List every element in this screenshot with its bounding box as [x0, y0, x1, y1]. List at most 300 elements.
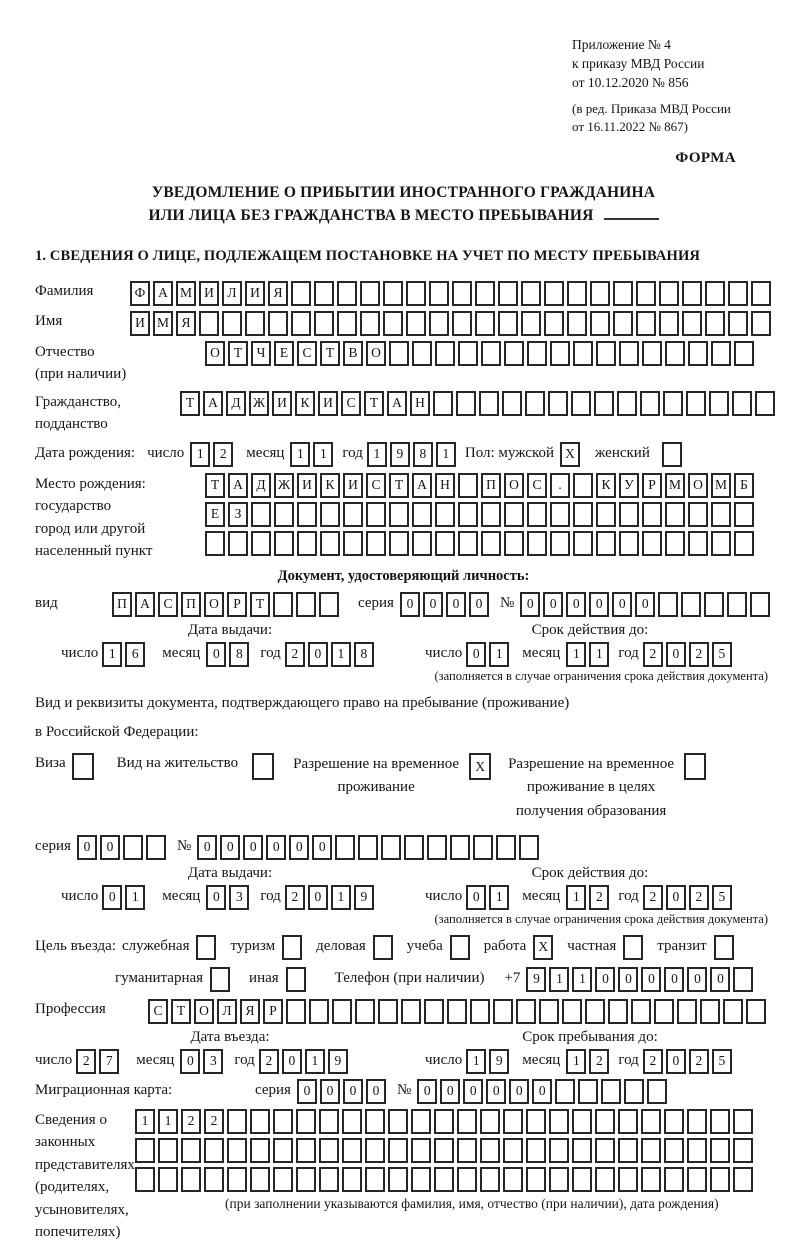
form-cell: [686, 391, 706, 416]
form-cell: [389, 531, 409, 556]
legal-representatives-row: [35, 1109, 772, 1244]
form-cell: [665, 341, 685, 366]
form-cell: [659, 311, 679, 336]
birth-month-cells: [290, 442, 336, 467]
legal-representatives-label-line4: (родителях,: [35, 1179, 110, 1196]
form-cell: 0: [417, 1079, 437, 1104]
form-cell: [623, 935, 643, 960]
form-cell: Ф: [130, 281, 150, 306]
identity-expiry-year-cells: [643, 642, 735, 667]
form-cell: [378, 999, 398, 1024]
order-reference-line: от 10.12.2020 № 856: [572, 74, 689, 90]
form-cell: [406, 281, 426, 306]
section1-heading: 1. СВЕДЕНИЯ О ЛИЦЕ, ПОДЛЕЖАЩЕМ ПОСТАНОВКЕ НА УЧЕТ ПО МЕСТУ ПРЕБЫВАНИЯ: [35, 247, 701, 264]
form-cell: [728, 281, 748, 306]
purpose-option-box: [533, 935, 556, 960]
residence-issue-header: Дата выдачи:: [187, 864, 273, 881]
stay-day-cells: [466, 1049, 512, 1074]
sex-label: Пол: мужской: [464, 445, 555, 462]
form-cell: [319, 1109, 339, 1134]
form-cell: 2: [181, 1109, 201, 1134]
citizenship-row: [35, 391, 772, 436]
form-cell: Т: [180, 391, 200, 416]
form-cell: [688, 341, 708, 366]
identity-issue-day-label: число: [61, 645, 99, 662]
form-cell: [458, 531, 478, 556]
form-cell: 0: [612, 592, 632, 617]
purpose-option-box: [373, 935, 396, 960]
form-cell: [358, 835, 378, 860]
form-cell: [624, 1079, 644, 1104]
form-cell: И: [199, 281, 219, 306]
form-cell: [664, 1109, 684, 1134]
form-cell: [596, 341, 616, 366]
birth-place-label-line3: город или другой: [35, 520, 146, 537]
form-cell: [389, 341, 409, 366]
purpose-option-label: транзит: [657, 938, 707, 955]
form-cell: [704, 592, 724, 617]
form-cell: И: [297, 473, 317, 498]
form-cell: Т: [250, 592, 270, 617]
migration-card-row: [35, 1079, 772, 1104]
form-cell: [319, 1167, 339, 1192]
purpose-option-box: [286, 967, 309, 992]
form-cell: Р: [227, 592, 247, 617]
stay-month-cells: [566, 1049, 612, 1074]
form-cell: [458, 502, 478, 527]
migration-card-number-cells: [417, 1079, 670, 1104]
form-cell: [251, 531, 271, 556]
form-cell: [521, 311, 541, 336]
citizenship-label-line1: Гражданство,: [35, 393, 122, 410]
form-cell: [447, 999, 467, 1024]
form-cell: [527, 531, 547, 556]
form-cell: [268, 311, 288, 336]
form-cell: 0: [197, 835, 217, 860]
form-cell: [342, 1167, 362, 1192]
form-cell: [273, 1109, 293, 1134]
form-cell: [526, 1109, 546, 1134]
identity-doc-date-headers: [35, 622, 772, 639]
form-cell: [710, 1138, 730, 1163]
form-cell: [135, 1138, 155, 1163]
birth-place-label: [35, 473, 205, 563]
identity-doc-number-cells: [520, 592, 773, 617]
form-cell: [687, 1138, 707, 1163]
form-cell: [412, 502, 432, 527]
form-cell: [526, 1138, 546, 1163]
form-cell: К: [596, 473, 616, 498]
residence-expiry-group: [425, 885, 735, 910]
form-cell: 5: [712, 642, 732, 667]
form-cell: 1: [566, 1049, 586, 1074]
form-cell: 1: [549, 967, 569, 992]
form-cell: 0: [220, 835, 240, 860]
form-cell: [617, 391, 637, 416]
identity-doc-series-cells: [400, 592, 492, 617]
residence-intro-line2: в Российской Федерации:: [35, 723, 199, 740]
purpose-option-label: учеба: [406, 938, 443, 955]
legal-representatives-label-line2: законных: [35, 1134, 96, 1151]
edu-permit-label: [508, 753, 674, 823]
purpose-option-box: [196, 935, 219, 960]
residence-issue-day-label: число: [61, 888, 99, 905]
form-cell: 1: [125, 885, 145, 910]
form-cell: [594, 391, 614, 416]
form-cell: [595, 1167, 615, 1192]
residence-series-row: [35, 835, 772, 860]
form-cell: 1: [190, 442, 210, 467]
form-title-line1: УВЕДОМЛЕНИЕ О ПРИБЫТИИ ИНОСТРАННОГО ГРАЖДАНИНА: [151, 184, 656, 202]
order-reference-edit: [572, 100, 772, 136]
legal-representatives-label-line1: Сведения о: [35, 1111, 107, 1128]
form-cell: [734, 531, 754, 556]
form-cell: [273, 1167, 293, 1192]
form-cell: [659, 281, 679, 306]
birth-date-label: Дата рождения:: [35, 445, 136, 462]
form-cell: 0: [509, 1079, 529, 1104]
form-cell: [733, 1138, 753, 1163]
form-cell: [711, 502, 731, 527]
patronymic-row: [35, 341, 772, 386]
form-cell: 8: [413, 442, 433, 467]
form-cell: И: [343, 473, 363, 498]
form-cell: [618, 1167, 638, 1192]
legal-representatives-label: [35, 1109, 135, 1244]
form-cell: Ч: [251, 341, 271, 366]
form-cell: [250, 1167, 270, 1192]
form-cell: [481, 341, 501, 366]
form-cell: К: [320, 473, 340, 498]
form-cell: [619, 531, 639, 556]
form-cell: 0: [100, 835, 120, 860]
form-cell: [435, 531, 455, 556]
form-cell: 1: [331, 885, 351, 910]
form-cell: [596, 502, 616, 527]
edu-permit-label-line2: проживание в целях: [526, 779, 656, 796]
form-cell: [519, 835, 539, 860]
form-cell: 2: [643, 885, 663, 910]
form-cell: [456, 391, 476, 416]
form-cell: [642, 531, 662, 556]
form-cell: [663, 391, 683, 416]
form-cell: 0: [666, 1049, 686, 1074]
form-cell: [296, 1109, 316, 1134]
form-cell: 1: [158, 1109, 178, 1134]
identity-issue-header: Дата выдачи:: [187, 621, 273, 638]
form-cell: 0: [463, 1079, 483, 1104]
patronymic-label-line2: (при наличии): [35, 366, 127, 383]
entry-date-header: Дата въезда:: [190, 1028, 270, 1045]
form-cell: 0: [618, 967, 638, 992]
residence-expiry-year-label: год: [618, 888, 639, 905]
form-cell: [573, 341, 593, 366]
form-cell: [578, 1079, 598, 1104]
form-cell: [601, 1079, 621, 1104]
form-cell: [751, 281, 771, 306]
birth-month-label: месяц: [246, 445, 285, 462]
form-cell: [227, 1109, 247, 1134]
form-cell: 0: [446, 592, 466, 617]
form-cell: 0: [566, 592, 586, 617]
form-cell: [411, 1138, 431, 1163]
citizenship-label: [35, 391, 180, 436]
form-cell: [227, 1167, 247, 1192]
visa-box: [72, 753, 97, 780]
form-cell: [688, 531, 708, 556]
form-cell: 2: [689, 642, 709, 667]
form-cell: [452, 281, 472, 306]
form-cell: 2: [589, 885, 609, 910]
purpose-option-label: иная: [249, 970, 279, 987]
purpose-option-label: частная: [567, 938, 617, 955]
form-cell: 9: [354, 885, 374, 910]
form-cell: [274, 531, 294, 556]
form-cell: 1: [566, 642, 586, 667]
form-cell: 0: [77, 835, 97, 860]
form-cell: [526, 1167, 546, 1192]
form-cell: [573, 473, 593, 498]
profession-label: Профессия: [35, 1000, 106, 1017]
form-cell: [204, 1167, 224, 1192]
form-cell: А: [387, 391, 407, 416]
form-cell: 5: [712, 1049, 732, 1074]
form-cell: [549, 1138, 569, 1163]
form-cell: 2: [285, 642, 305, 667]
form-cell: [504, 341, 524, 366]
form-cell: [314, 311, 334, 336]
birth-place-cells-row3: [205, 531, 757, 556]
form-cell: С: [158, 592, 178, 617]
form-cell: 9: [390, 442, 410, 467]
form-title: [35, 181, 772, 228]
form-cell: [498, 311, 518, 336]
form-cell: 0: [289, 835, 309, 860]
form-cell: Т: [171, 999, 191, 1024]
form-cell: [320, 531, 340, 556]
identity-doc-type-cells: [112, 592, 342, 617]
citizenship-label-line2: подданство: [35, 416, 108, 433]
entry-dates-row: [35, 1049, 772, 1074]
form-cell: [450, 935, 470, 960]
form-cell: М: [711, 473, 731, 498]
form-cell: [435, 341, 455, 366]
form-cell: [210, 967, 230, 992]
form-cell: [332, 999, 352, 1024]
identity-issue-month-cells: [206, 642, 252, 667]
form-cell: 1: [367, 442, 387, 467]
form-cell: [687, 1109, 707, 1134]
form-cell: [291, 281, 311, 306]
form-cell: [458, 341, 478, 366]
form-cell: [746, 999, 766, 1024]
entry-year-cells: [259, 1049, 351, 1074]
form-cell: Н: [410, 391, 430, 416]
form-cell: 1: [436, 442, 456, 467]
identity-expiry-month-label: месяц: [522, 645, 561, 662]
form-cell: [641, 1109, 661, 1134]
form-cell: 0: [206, 885, 226, 910]
form-cell: [480, 1167, 500, 1192]
form-title-line2: [35, 204, 772, 227]
form-cell: [181, 1138, 201, 1163]
form-cell: И: [272, 391, 292, 416]
form-cell: [475, 311, 495, 336]
form-cell: А: [412, 473, 432, 498]
sex-female-label: женский: [595, 445, 650, 462]
form-cell: [481, 502, 501, 527]
form-cell: [755, 391, 775, 416]
form-cell: [335, 835, 355, 860]
form-cell: [343, 502, 363, 527]
form-cell: [641, 1167, 661, 1192]
form-cell: [567, 281, 587, 306]
form-cell: [550, 341, 570, 366]
form-cell: [314, 281, 334, 306]
identity-doc-dates-row: [35, 642, 772, 667]
form-cell: 0: [666, 885, 686, 910]
entry-month-label: месяц: [136, 1052, 175, 1069]
purpose-option-label: туризм: [230, 938, 276, 955]
form-cell: Е: [274, 341, 294, 366]
identity-expiry-day-label: число: [425, 645, 463, 662]
order-reference-line: Приложение № 4: [572, 37, 671, 52]
surname-label: Фамилия: [35, 282, 94, 299]
entry-year-label: год: [234, 1052, 255, 1069]
form-cell: И: [318, 391, 338, 416]
form-cell: Д: [251, 473, 271, 498]
form-cell: [549, 1167, 569, 1192]
form-cell: Ж: [249, 391, 269, 416]
form-title-line2-text: ИЛИ ЛИЦА БЕЗ ГРАЖДАНСТВА В МЕСТО ПРЕБЫВАНИЯ: [148, 207, 594, 225]
form-cell: [199, 311, 219, 336]
form-cell: 2: [643, 1049, 663, 1074]
form-cell: 9: [526, 967, 546, 992]
form-cell: [710, 1167, 730, 1192]
form-cell: X: [560, 442, 580, 467]
form-cell: [503, 1167, 523, 1192]
form-cell: 7: [99, 1049, 119, 1074]
identity-doc-type-row: [35, 592, 772, 617]
residence-series-cells: [77, 835, 169, 860]
migration-card-series-cells: [297, 1079, 389, 1104]
form-cell: [539, 999, 559, 1024]
form-cell: [549, 1109, 569, 1134]
identity-doc-type-label: вид: [35, 595, 58, 612]
form-cell: 1: [305, 1049, 325, 1074]
form-cell: С: [148, 999, 168, 1024]
form-cell: [450, 835, 470, 860]
form-cell: 3: [203, 1049, 223, 1074]
form-cell: Я: [240, 999, 260, 1024]
legal-representatives-label-line5: усыновителях,: [35, 1201, 129, 1218]
birth-day-cells: [190, 442, 236, 467]
form-cell: [572, 1109, 592, 1134]
form-cell: 2: [285, 885, 305, 910]
form-cell: [550, 502, 570, 527]
form-cell: С: [527, 473, 547, 498]
stay-year-label: год: [618, 1052, 639, 1069]
birth-year-label: год: [342, 445, 363, 462]
form-cell: [135, 1167, 155, 1192]
form-cell: [481, 531, 501, 556]
form-cell: М: [176, 281, 196, 306]
form-cell: 0: [423, 592, 443, 617]
form-cell: Т: [320, 341, 340, 366]
form-cell: [750, 592, 770, 617]
form-cell: 5: [712, 885, 732, 910]
form-cell: 2: [689, 885, 709, 910]
edu-permit-label-line1: Разрешение на временное: [508, 756, 675, 773]
form-cell: [452, 311, 472, 336]
form-cell: X: [469, 753, 491, 780]
form-cell: 0: [206, 642, 226, 667]
form-cell: [498, 281, 518, 306]
form-cell: [337, 311, 357, 336]
form-cell: [613, 281, 633, 306]
form-cell: .: [550, 473, 570, 498]
migration-card-label: Миграционная карта:: [35, 1082, 173, 1099]
form-cell: [585, 999, 605, 1024]
form-cell: [590, 311, 610, 336]
form-cell: Р: [642, 473, 662, 498]
form-cell: [555, 1079, 575, 1104]
form-cell: [619, 502, 639, 527]
form-cell: 0: [308, 885, 328, 910]
form-cell: [365, 1109, 385, 1134]
form-cell: 0: [343, 1079, 363, 1104]
form-cell: [365, 1138, 385, 1163]
purpose-option-box: [623, 935, 646, 960]
residence-expiry-header: Срок действия до:: [531, 864, 649, 881]
form-cell: [544, 281, 564, 306]
stay-day-label: число: [425, 1052, 463, 1069]
form-cell: [503, 1109, 523, 1134]
form-cell: [664, 1167, 684, 1192]
purpose-option-box: [450, 935, 473, 960]
form-cell: [613, 311, 633, 336]
residence-expiry-day-cells: [466, 885, 512, 910]
form-cell: [571, 391, 591, 416]
birth-place-cells-row1: [205, 473, 757, 498]
form-cell: [677, 999, 697, 1024]
form-cell: 1: [313, 442, 333, 467]
form-cell: 1: [466, 1049, 486, 1074]
form-cell: И: [245, 281, 265, 306]
form-cell: [286, 967, 306, 992]
form-cell: [309, 999, 329, 1024]
identity-doc-note: (заполняется в случае ограничения срока действия документа): [434, 668, 768, 683]
form-cell: Б: [734, 473, 754, 498]
form-cell: [504, 531, 524, 556]
form-cell: [282, 935, 302, 960]
form-cell: [411, 1109, 431, 1134]
form-cell: [296, 592, 316, 617]
stay-month-label: месяц: [522, 1052, 561, 1069]
stay-until-group: [425, 1049, 735, 1074]
purpose-option-label: служебная: [121, 938, 190, 955]
form-cell: [681, 592, 701, 617]
entry-day-label: число: [35, 1052, 73, 1069]
form-cell: [562, 999, 582, 1024]
form-cell: [404, 835, 424, 860]
form-cell: [181, 1167, 201, 1192]
purpose-row1: [35, 935, 772, 960]
form-cell: 2: [213, 442, 233, 467]
form-cell: [608, 999, 628, 1024]
migration-card-series-label: серия: [255, 1082, 291, 1099]
residence-note: (заполняется в случае ограничения срока действия документа): [434, 911, 768, 926]
